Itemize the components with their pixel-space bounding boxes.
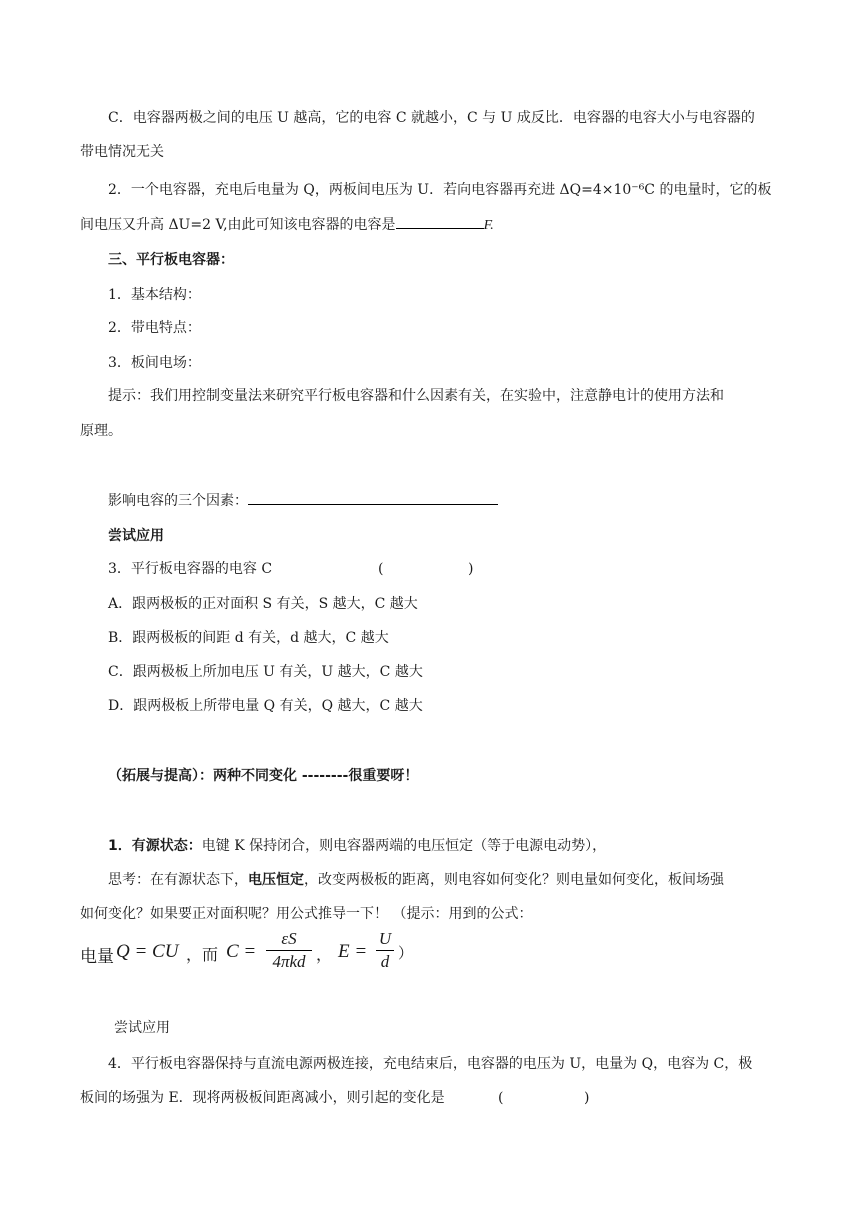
think-text-b: ，改变两极板的距离，则电容如何变化？则电量如何变化，板间场强	[304, 872, 724, 888]
think-text-a: 思考：在有源状态下，	[108, 872, 248, 888]
factors-label: 影响电容的三个因素：	[108, 493, 248, 509]
option-c: C．跟两极板上所加电压 U 有关，U 越大，C 越大	[108, 664, 423, 680]
hint-line-1: 提示：我们用控制变量法来研究平行板电容器和什么因素有关，在实验中，注意静电计的使用方法和	[108, 388, 724, 404]
formula-e-numerator: U	[378, 929, 392, 948]
formula-c-eq: C =	[226, 941, 257, 962]
factors-blank[interactable]	[248, 490, 498, 505]
answer-paren-close: )	[468, 561, 474, 577]
question-2-text: 间电压又升高 ΔU=2 V,由此可知该电容器的电容是	[80, 217, 396, 233]
try-apply-heading-2: 尝试应用	[114, 1020, 170, 1036]
formula-e-denominator: d	[380, 952, 390, 971]
hint-line-2: 原理。	[80, 423, 122, 439]
fraction-bar	[376, 950, 394, 951]
formula-comma: ，	[316, 945, 333, 964]
answer-paren-open: (	[498, 1090, 504, 1106]
formula-q-eq: Q = CU	[116, 941, 179, 962]
question-3-text: 3．平行板电容器的电容 C	[108, 561, 273, 577]
option-c-line-1: C．电容器两极之间的电压 U 越高，它的电容 C 就越小，C 与 U 成反比．电容器的电容大小与电容器的	[108, 110, 755, 126]
formula-and: ，而	[186, 945, 219, 964]
think-emphasis: 电压恒定	[248, 872, 304, 888]
answer-blank[interactable]	[396, 214, 484, 229]
option-b: B．跟两极板的间距 d 有关，d 越大，C 越大	[108, 630, 389, 646]
extension-title: （拓展与提高）：两种不同变化 --------很重要呀！	[108, 768, 419, 784]
factors-line	[108, 490, 498, 511]
active-state-text: 电键 K 保持闭合，则电容器两端的电压恒定（等于电源电动势），	[201, 838, 607, 854]
unit-farad: F.	[483, 218, 494, 233]
formula-e-eq: E =	[338, 941, 368, 962]
active-state-label: 1．有源状态：	[108, 838, 202, 854]
formula-c-fraction	[266, 929, 312, 972]
formula-lead: 电量	[80, 947, 114, 967]
section-3-item-3: 3．板间电场：	[108, 355, 201, 371]
option-d: D．跟两极板上所带电量 Q 有关，Q 越大，C 越大	[108, 698, 423, 714]
fraction-bar	[266, 950, 312, 951]
formula-c-denominator: 4πkd	[272, 952, 306, 971]
active-state-line	[108, 836, 606, 856]
question-4-text: 板间的场强为 E．现将两极板间距离减小，则引起的变化是	[80, 1090, 445, 1106]
think-line-2: 如何变化？如果要正对面积呢？用公式推导一下！ （提示：用到的公式：	[80, 906, 533, 922]
formula-e-fraction	[376, 929, 394, 972]
section-3-item-2: 2．带电特点：	[108, 320, 201, 336]
try-apply-heading-1: 尝试应用	[108, 528, 164, 544]
section-3-item-1: 1．基本结构：	[108, 287, 201, 303]
question-4-line-1: 4．平行板电容器保持与直流电源两极连接，充电结束后，电容器的电压为 U，电量为 Q，电容为 C，极	[108, 1056, 753, 1072]
formula-close: ）	[398, 944, 414, 962]
answer-paren-open: (	[378, 561, 384, 577]
formula-c-numerator: εS	[281, 929, 297, 948]
question-2-line-1: 2．一个电容器，充电后电量为 Q，两板间电压为 U．若向电容器再充进 ΔQ=4×10⁻⁶C 的电量时，它的板	[108, 182, 772, 198]
section-3-title: 三、平行板电容器：	[108, 252, 234, 268]
answer-paren-close: )	[584, 1090, 590, 1106]
think-line-1	[108, 870, 724, 890]
option-c-line-2: 带电情况无关	[80, 144, 164, 160]
option-a: A．跟两极板的正对面积 S 有关，S 越大，C 越大	[108, 596, 418, 612]
question-2-line-2	[80, 214, 494, 236]
question-4-line-2	[80, 1088, 590, 1108]
question-3-stem	[108, 559, 474, 579]
